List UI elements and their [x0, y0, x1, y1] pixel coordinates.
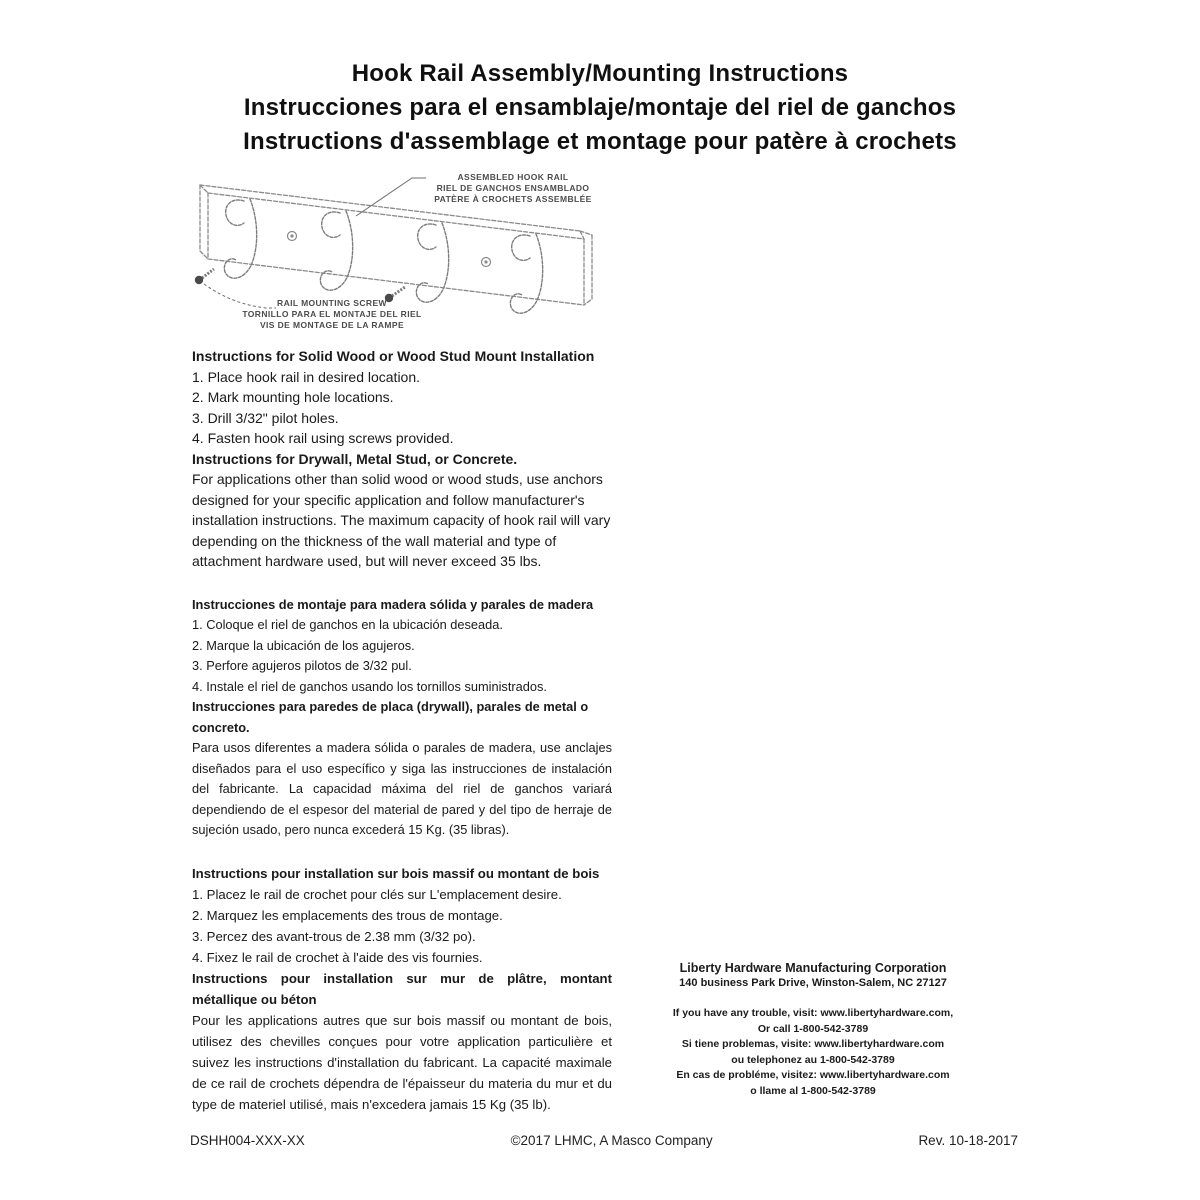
document-title: [0, 57, 1200, 159]
company-info-block: [648, 960, 978, 1099]
english-heading-drywall: Instructions for Drywall, Metal Stud, or Concrete.: [192, 450, 518, 467]
contact-line-fr-call: ou telephonez au 1-800-542-3789: [731, 1053, 895, 1066]
footer-doc-number: DSHH004-XXX-XX: [190, 1133, 305, 1148]
spanish-step-4: 4. Instale el riel de ganchos usando los tornillos suministrados.: [192, 678, 547, 694]
spanish-step-1: 1. Coloque el riel de ganchos en la ubicación deseada.: [192, 617, 503, 632]
spanish-paragraph: Para usos diferentes a madera sólida o parales de madera, use anclajes diseñados para el uso específico y siga las instrucciones de instalación del fabricante. La capacidad máxima del riel de ganchos variará dependiendo de el espesor del material de pared y del tipo de herraje de sujeción usado, pero nunca excederá 15 Kg. (35 libras).: [192, 740, 612, 837]
footer: [190, 1133, 1018, 1148]
section-english: [192, 346, 612, 572]
contact-line-fr-visit: En cas de probléme, visitez: www.libertyhardware.com: [676, 1069, 950, 1081]
spanish-heading-drywall: Instrucciones para paredes de placa (drywall), parales de metal o concreto.: [192, 699, 589, 735]
section-french: [192, 863, 612, 1115]
spanish-step-2: 2. Marque la ubicación de los agujeros.: [192, 637, 415, 653]
english-step-3: 3. Drill 3/32" pilot holes.: [192, 409, 339, 426]
english-step-1: 1. Place hook rail in desired location.: [192, 368, 421, 385]
hook-rail-diagram: [180, 158, 650, 353]
english-heading-solid-wood: Instructions for Solid Wood or Wood Stud Mount Installation: [192, 348, 595, 364]
spanish-step-3: 3. Perfore agujeros pilotos de 3/32 pul.: [192, 658, 412, 673]
contact-line-en-visit: If you have any trouble, visit: www.libertyhardware.com,: [672, 1007, 954, 1019]
leader-lines: [204, 178, 426, 308]
title-english: Hook Rail Assembly/Mounting Instructions: [351, 60, 849, 87]
french-paragraph: Pour les applications autres que sur bois massif ou montant de bois, utilisez des chevilles conçues pour votre application particulière et suivez les instructions d'installation du fabricant. La capacité maximale de ce rail de crochets dépendra de l'épaisseur du materia du mur et du type de materiel utilisé, mais n'excedera jamais 15 Kg (35 lb).: [192, 1012, 612, 1112]
assembled-hook-rail-label: ASSEMBLED HOOK RAIL RIEL DE GANCHOS ENSAMBLADO PATÈRE À CROCHETS ASSEMBLÉE: [434, 172, 592, 204]
company-address: 140 business Park Drive, Winston-Salem, NC 27127: [679, 977, 947, 989]
company-name: Liberty Hardware Manufacturing Corporation: [679, 961, 947, 975]
company-contact: [648, 1006, 978, 1099]
contact-line-en-call: Or call 1-800-542-3789: [757, 1022, 869, 1035]
french-step-1: 1. Placez le rail de crochet pour clés sur L'emplacement desire.: [192, 886, 562, 902]
title-spanish: Instrucciones para el ensamblaje/montaje del riel de ganchos: [243, 94, 957, 121]
screw-hole-icons: [288, 232, 491, 267]
english-step-2: 2. Mark mounting hole locations.: [192, 389, 394, 405]
french-step-2: 2. Marquez les emplacements des trous de montage.: [192, 907, 503, 923]
french-step-4: 4. Fixez le rail de crochet à l'aide des vis fournies.: [192, 949, 483, 965]
contact-line-es-visit: Si tiene problemas, visite: www.libertyhardware.com: [681, 1038, 945, 1050]
english-paragraph: For applications other than solid wood or wood studs, use anchors designed for your specific application and follow manufacturer's installation instructions. The maximum capacity of hook rail will vary depending on the thickness of the wall material and type of attachment hardware used, but will never exceed 35 lbs.: [192, 471, 611, 569]
french-heading-solid-wood: Instructions pour installation sur bois massif ou montant de bois: [192, 865, 600, 881]
french-heading-drywall: Instructions pour installation sur mur de plâtre, montant métallique ou béton: [192, 970, 612, 1007]
instructions-column: [192, 346, 612, 1115]
section-spanish: [192, 595, 612, 841]
footer-copyright: ©2017 LHMC, A Masco Company: [510, 1133, 713, 1148]
hook-icons: [224, 199, 542, 313]
english-step-4: 4. Fasten hook rail using screws provided.: [192, 430, 454, 446]
rail-mounting-screw-label: RAIL MOUNTING SCREW TORNILLO PARA EL MONTAJE DEL RIEL VIS DE MONTAGE DE LA RAMPE: [242, 298, 422, 330]
french-step-3: 3. Percez des avant-trous de 2.38 mm (3/32 po).: [192, 928, 476, 944]
contact-line-es-call: o llame al 1-800-542-3789: [750, 1084, 876, 1097]
footer-revision: Rev. 10-18-2017: [918, 1133, 1018, 1148]
title-french: Instructions d'assemblage et montage pour patère à crochets: [243, 128, 957, 155]
spanish-heading-solid-wood: Instrucciones de montaje para madera sólida y parales de madera: [192, 596, 594, 612]
